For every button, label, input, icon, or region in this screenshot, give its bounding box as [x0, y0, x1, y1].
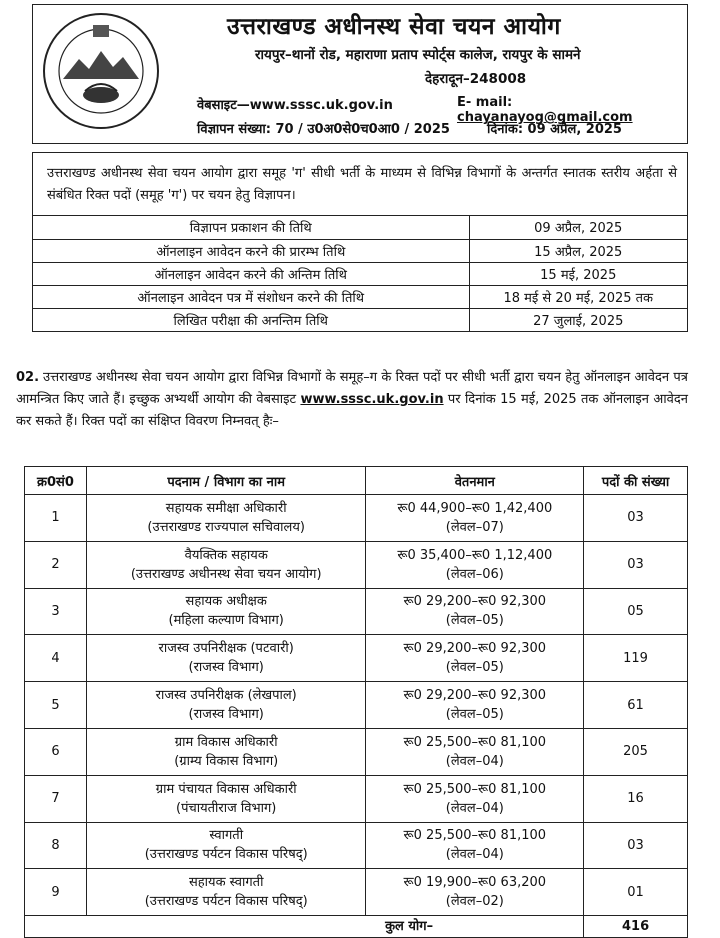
- advertisement-number: विज्ञापन संख्या: 70 / उ0अ0से0च0आ0 / 2025: [197, 122, 450, 137]
- pay-cell: [366, 588, 584, 635]
- website-line: वेबसाइट—www.sssc.uk.gov.in: [197, 98, 393, 113]
- total-value: 416: [584, 916, 688, 938]
- post-count: 03: [584, 822, 688, 869]
- post-count: 05: [584, 588, 688, 635]
- post-count: 205: [584, 728, 688, 775]
- website-link[interactable]: www.sssc.uk.gov.in: [300, 392, 444, 407]
- date-row: [33, 262, 687, 285]
- header-serial: क्र0सं0: [25, 467, 87, 495]
- table-row: [25, 635, 688, 682]
- table-row: [25, 682, 688, 729]
- department-name: (उत्तराखण्ड अधीनस्थ सेवा चयन आयोग): [130, 566, 322, 582]
- paragraph-02: [16, 367, 688, 433]
- pay-level: (लेवल–04): [445, 800, 504, 816]
- date-label: ऑनलाइन आवेदन करने की प्रारम्भ तिथि: [33, 239, 469, 262]
- date-label: विज्ञापन प्रकाशन की तिथि: [33, 216, 469, 239]
- post-name: राजस्व उपनिरीक्षक (लेखपाल): [155, 688, 297, 704]
- pay-level: (लेवल–04): [445, 847, 504, 863]
- pay-level: (लेवल–07): [445, 519, 504, 535]
- serial-number: 3: [25, 588, 87, 635]
- post-name: ग्राम पंचायत विकास अधिकारी: [155, 781, 297, 797]
- pay-range: रू0 29,200–रू0 92,300: [403, 688, 547, 704]
- intro-section: [32, 152, 688, 332]
- post-name: राजस्व उपनिरीक्षक (पटवारी): [158, 641, 294, 657]
- post-count: 03: [584, 495, 688, 542]
- date-value: 18 मई से 20 मई, 2025 तक: [469, 286, 687, 309]
- email-label: E- mail:: [457, 95, 513, 110]
- post-count: 03: [584, 541, 688, 588]
- pay-range: रू0 35,400–रू0 1,12,400: [397, 547, 553, 563]
- post-cell: [86, 588, 366, 635]
- post-cell: [86, 728, 366, 775]
- address-line: रायपुर–थानों रोड, महाराणा प्रताप स्पोर्ट्स कालेज, रायपुर के सामने: [255, 47, 581, 63]
- department-name: (उत्तराखण्ड राज्यपाल सचिवालय): [147, 519, 305, 535]
- table-row: [25, 588, 688, 635]
- department-name: (राजस्व विभाग): [188, 660, 264, 676]
- pay-range: रू0 44,900–रू0 1,42,400: [397, 500, 553, 516]
- paragraph-text-b: पर दिनांक 15 मई, 2025 तक ऑनलाइन आवेदन कर सकते हैं। रिक्त पदों का संक्षिप्त विवरण निम्नवत् हैः–: [16, 392, 688, 429]
- serial-number: 7: [25, 775, 87, 822]
- commission-emblem-logo: [41, 11, 161, 131]
- post-count: 16: [584, 775, 688, 822]
- post-name: स्वागती: [209, 828, 244, 844]
- pay-cell: [366, 635, 584, 682]
- department-name: (पंचायतीराज विभाग): [176, 800, 277, 816]
- pay-level: (लेवल–04): [445, 753, 504, 769]
- paragraph-number: 02.: [16, 370, 40, 385]
- serial-number: 5: [25, 682, 87, 729]
- important-dates-table: [33, 216, 687, 332]
- post-cell: [86, 541, 366, 588]
- email-link[interactable]: chayanayog@gmail.com: [457, 110, 633, 125]
- table-row: [25, 822, 688, 869]
- pay-cell: [366, 869, 584, 916]
- document-header: [32, 4, 688, 144]
- post-count: 01: [584, 869, 688, 916]
- table-row: [25, 495, 688, 542]
- post-name: वैयक्तिक सहायक: [184, 547, 268, 563]
- serial-number: 9: [25, 869, 87, 916]
- date-row: [33, 239, 687, 262]
- post-name: ग्राम विकास अधिकारी: [174, 734, 278, 750]
- pay-range: रू0 25,500–रू0 81,100: [403, 828, 547, 844]
- serial-number: 4: [25, 635, 87, 682]
- post-cell: [86, 635, 366, 682]
- header-post: पदनाम / विभाग का नाम: [86, 467, 366, 495]
- serial-number: 1: [25, 495, 87, 542]
- pay-level: (लेवल–05): [445, 613, 504, 629]
- post-cell: [86, 495, 366, 542]
- vacancy-table: [24, 466, 688, 938]
- table-row: [25, 728, 688, 775]
- post-name: सहायक स्वागती: [188, 875, 264, 891]
- city-line: देहरादून–248008: [425, 71, 527, 87]
- pay-range: रू0 19,900–रू0 63,200: [403, 875, 547, 891]
- date-row: [33, 309, 687, 332]
- date-label: ऑनलाइन आवेदन करने की अन्तिम तिथि: [33, 262, 469, 285]
- date-value: 27 जुलाई, 2025: [469, 309, 687, 332]
- pay-level: (लेवल–06): [445, 566, 504, 582]
- post-cell: [86, 775, 366, 822]
- pay-cell: [366, 728, 584, 775]
- pay-cell: [366, 682, 584, 729]
- department-name: (उत्तराखण्ड पर्यटन विकास परिषद्): [144, 894, 308, 910]
- pay-level: (लेवल–05): [445, 660, 504, 676]
- header-pay-scale: वेतनमान: [366, 467, 584, 495]
- department-name: (राजस्व विभाग): [188, 707, 264, 723]
- pay-range: रू0 25,500–रू0 81,100: [403, 734, 547, 750]
- table-header-row: [25, 467, 688, 495]
- organization-title: उत्तराखण्ड अधीनस्थ सेवा चयन आयोग: [227, 14, 561, 40]
- serial-number: 2: [25, 541, 87, 588]
- department-name: (ग्राम्य विकास विभाग): [174, 753, 279, 769]
- post-cell: [86, 682, 366, 729]
- paragraph-text-a: उत्तराखण्ड अधीनस्थ सेवा चयन आयोग द्वारा विभिन्न विभागों के समूह–ग के रिक्त पदों पर सीधी भर्ती द्वारा चयन हेतु ऑनलाइन आवेदन पत्र आमन्त्रित किए जाते हैं। इच्छुक अभ्यर्थी आयोग की वेबसाइट: [16, 370, 688, 407]
- date-value: 15 मई, 2025: [469, 262, 687, 285]
- pay-range: रू0 29,200–रू0 92,300: [403, 641, 547, 657]
- post-cell: [86, 822, 366, 869]
- pay-cell: [366, 822, 584, 869]
- post-count: 119: [584, 635, 688, 682]
- date-value: 15 अप्रैल, 2025: [469, 239, 687, 262]
- total-row: [25, 916, 688, 938]
- header-post-count: पदों की संख्या: [584, 467, 688, 495]
- date-row: [33, 286, 687, 309]
- serial-number: 8: [25, 822, 87, 869]
- table-row: [25, 541, 688, 588]
- table-row: [25, 775, 688, 822]
- pay-cell: [366, 495, 584, 542]
- department-name: (महिला कल्याण विभाग): [168, 613, 284, 629]
- post-name: सहायक समीक्षा अधिकारी: [165, 500, 287, 516]
- pay-cell: [366, 541, 584, 588]
- table-row: [25, 869, 688, 916]
- intro-text: उत्तराखण्ड अधीनस्थ सेवा चयन आयोग द्वारा समूह 'ग' सीधी भर्ती के माध्यम से विभिन्न विभागों के अन्तर्गत स्नातक स्तरीय अर्हता से संबंधित रिक्त पदों (समूह 'ग') पर चयन हेतु विज्ञापन।: [33, 153, 687, 216]
- pay-range: रू0 29,200–रू0 92,300: [403, 594, 547, 610]
- date-value: 09 अप्रैल, 2025: [469, 216, 687, 239]
- date-label: लिखित परीक्षा की अनन्तिम तिथि: [33, 309, 469, 332]
- pay-level: (लेवल–02): [445, 894, 504, 910]
- pay-cell: [366, 775, 584, 822]
- pay-range: रू0 25,500–रू0 81,100: [403, 781, 547, 797]
- serial-number: 6: [25, 728, 87, 775]
- pay-level: (लेवल–05): [445, 707, 504, 723]
- date-row: [33, 216, 687, 239]
- post-name: सहायक अधीक्षक: [185, 594, 267, 610]
- total-label: कुल योग–: [25, 916, 584, 938]
- post-cell: [86, 869, 366, 916]
- department-name: (उत्तराखण्ड पर्यटन विकास परिषद्): [144, 847, 308, 863]
- date-label: ऑनलाइन आवेदन पत्र में संशोधन करने की तिथि: [33, 286, 469, 309]
- post-count: 61: [584, 682, 688, 729]
- advertisement-date: दिनांक: 09 अप्रैल, 2025: [487, 122, 622, 137]
